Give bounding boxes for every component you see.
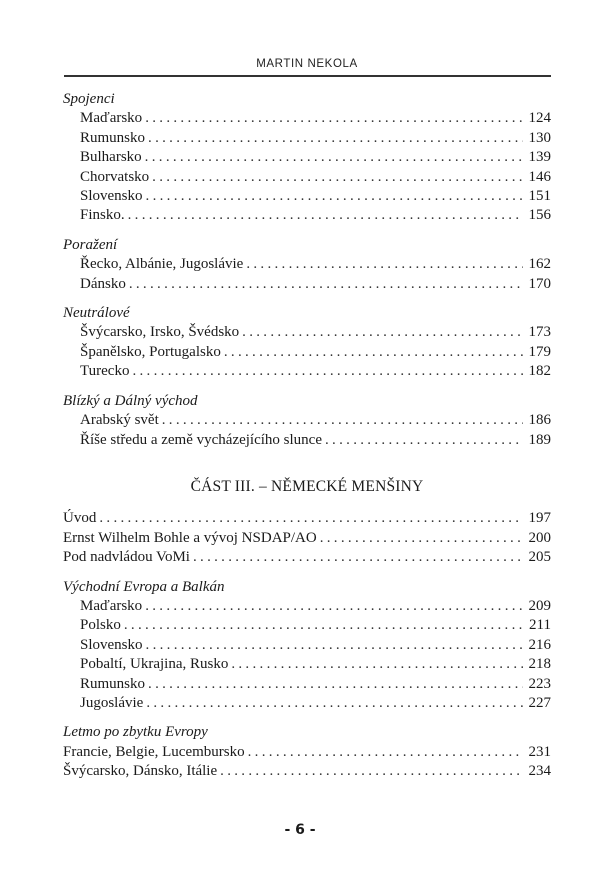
- toc-section: [63, 90, 551, 226]
- toc-section: [63, 509, 551, 567]
- entry-page-number: 216: [528, 636, 551, 653]
- header-rule: [64, 75, 551, 77]
- dot-leader: [246, 255, 522, 274]
- toc-section: [63, 723, 551, 781]
- dot-leader: [162, 411, 523, 430]
- entry-title: Ernst Wilhelm Bohle a vývoj NSDAP/AO: [63, 529, 317, 546]
- toc-entry: [63, 529, 551, 548]
- entry-page-number: 151: [528, 188, 551, 205]
- dot-leader: [146, 694, 522, 713]
- dot-leader: [145, 148, 523, 167]
- dot-leader: [146, 636, 523, 655]
- toc-entry: [63, 343, 551, 362]
- entry-title: Arabský svět: [80, 412, 159, 429]
- dot-leader: [129, 275, 523, 294]
- toc-entry: [63, 743, 551, 762]
- entry-title: Bulharsko: [80, 149, 142, 166]
- toc-entry: [63, 636, 551, 655]
- dot-leader: [152, 168, 522, 187]
- toc-entry: [63, 655, 551, 674]
- toc-entry: [63, 206, 551, 225]
- toc-entry: [63, 187, 551, 206]
- dot-leader: [231, 655, 522, 674]
- dot-leader: [320, 529, 523, 548]
- dot-leader: [242, 323, 522, 342]
- entry-title: Švýcarsko, Dánsko, Itálie: [63, 763, 218, 780]
- entry-page-number: 156: [528, 207, 551, 224]
- entry-page-number: 227: [528, 694, 551, 711]
- dot-leader: [224, 343, 523, 362]
- dot-leader: [220, 762, 522, 781]
- toc-entry: [63, 255, 551, 274]
- entry-title: Finsko.: [80, 207, 125, 224]
- toc-section: [63, 236, 551, 294]
- entry-page-number: 182: [528, 363, 551, 380]
- toc-entry: [63, 509, 551, 528]
- entry-page-number: 223: [528, 675, 551, 692]
- dot-leader: [99, 509, 522, 528]
- entry-page-number: 205: [528, 549, 551, 566]
- entry-page-number: 186: [528, 412, 551, 429]
- dot-leader: [124, 616, 523, 635]
- dot-leader: [146, 187, 523, 206]
- entry-page-number: 130: [528, 129, 551, 146]
- entry-page-number: 173: [528, 324, 551, 341]
- entry-page-number: 234: [528, 763, 551, 780]
- dot-leader: [148, 129, 522, 148]
- entry-title: Slovensko: [80, 636, 143, 653]
- entry-page-number: 139: [528, 149, 551, 166]
- section-title: Neutrálové: [63, 305, 130, 322]
- entry-title: Pobaltí, Ukrajina, Rusko: [80, 656, 229, 673]
- dot-leader: [325, 431, 523, 450]
- entry-title: Úvod: [63, 510, 97, 527]
- section-title: Východní Evropa a Balkán: [63, 578, 225, 595]
- entry-page-number: 179: [528, 343, 551, 360]
- toc-section: [63, 392, 551, 450]
- table-of-contents: [63, 90, 551, 792]
- entry-page-number: 231: [528, 743, 551, 760]
- entry-title: Španělsko, Portugalsko: [80, 343, 221, 360]
- entry-title: Slovensko: [80, 188, 143, 205]
- entry-title: Chorvatsko: [80, 168, 150, 185]
- toc-entry: [63, 148, 551, 167]
- entry-page-number: 218: [528, 656, 551, 673]
- entry-title: Maďarsko: [80, 110, 143, 127]
- toc-entry: [63, 109, 551, 128]
- dot-leader: [145, 109, 522, 128]
- dot-leader: [248, 743, 523, 762]
- section-title: Poražení: [63, 236, 118, 253]
- toc-entry: [63, 694, 551, 713]
- entry-title: Rumunsko: [80, 129, 146, 146]
- entry-title: Francie, Belgie, Lucembursko: [63, 743, 245, 760]
- entry-title: Řecko, Albánie, Jugoslávie: [80, 256, 244, 273]
- toc-entry: [63, 275, 551, 294]
- dot-leader: [132, 362, 522, 381]
- toc-entry: [63, 762, 551, 781]
- toc-entry: [63, 168, 551, 187]
- entry-page-number: 162: [528, 256, 551, 273]
- toc-entry: [63, 616, 551, 635]
- toc-section: [63, 578, 551, 714]
- toc-entry: [63, 675, 551, 694]
- toc-entry: [63, 129, 551, 148]
- entry-title: Maďarsko: [80, 597, 143, 614]
- toc-entry: [63, 362, 551, 381]
- dot-leader: [148, 675, 522, 694]
- entry-page-number: 209: [528, 597, 551, 614]
- entry-page-number: 146: [528, 168, 551, 185]
- entry-page-number: 170: [528, 275, 551, 292]
- entry-title: Pod nadvládou VoMi: [63, 549, 190, 566]
- section-title: Blízký a Dálný východ: [63, 392, 198, 409]
- running-header: MARTIN NEKOLA: [256, 58, 358, 70]
- toc-entry: [63, 548, 551, 567]
- entry-title: Polsko: [80, 617, 121, 634]
- entry-title: Dánsko: [80, 275, 126, 292]
- toc-entry: [63, 323, 551, 342]
- entry-page-number: 211: [529, 617, 551, 634]
- entry-title: Švýcarsko, Irsko, Švédsko: [80, 324, 240, 341]
- section-title: Letmo po zbytku Evropy: [63, 724, 208, 741]
- page-number: - 6 -: [284, 822, 316, 838]
- entry-page-number: 197: [528, 510, 551, 527]
- entry-title: Říše středu a země vycházejícího slunce: [80, 431, 322, 448]
- dot-leader: [128, 206, 523, 225]
- section-title: Spojenci: [63, 91, 115, 107]
- part-heading: ČÁST III. – NĚMECKÉ MENŠINY: [190, 477, 424, 495]
- toc-entry: [63, 597, 551, 616]
- entry-title: Rumunsko: [80, 675, 146, 692]
- entry-page-number: 189: [528, 431, 551, 448]
- entry-page-number: 124: [528, 110, 551, 127]
- entry-title: Turecko: [80, 363, 130, 380]
- dot-leader: [193, 548, 523, 567]
- toc-section: [63, 304, 551, 382]
- toc-entry: [63, 431, 551, 450]
- dot-leader: [145, 597, 522, 616]
- entry-title: Jugoslávie: [80, 694, 144, 711]
- toc-entry: [63, 411, 551, 430]
- entry-page-number: 200: [528, 529, 551, 546]
